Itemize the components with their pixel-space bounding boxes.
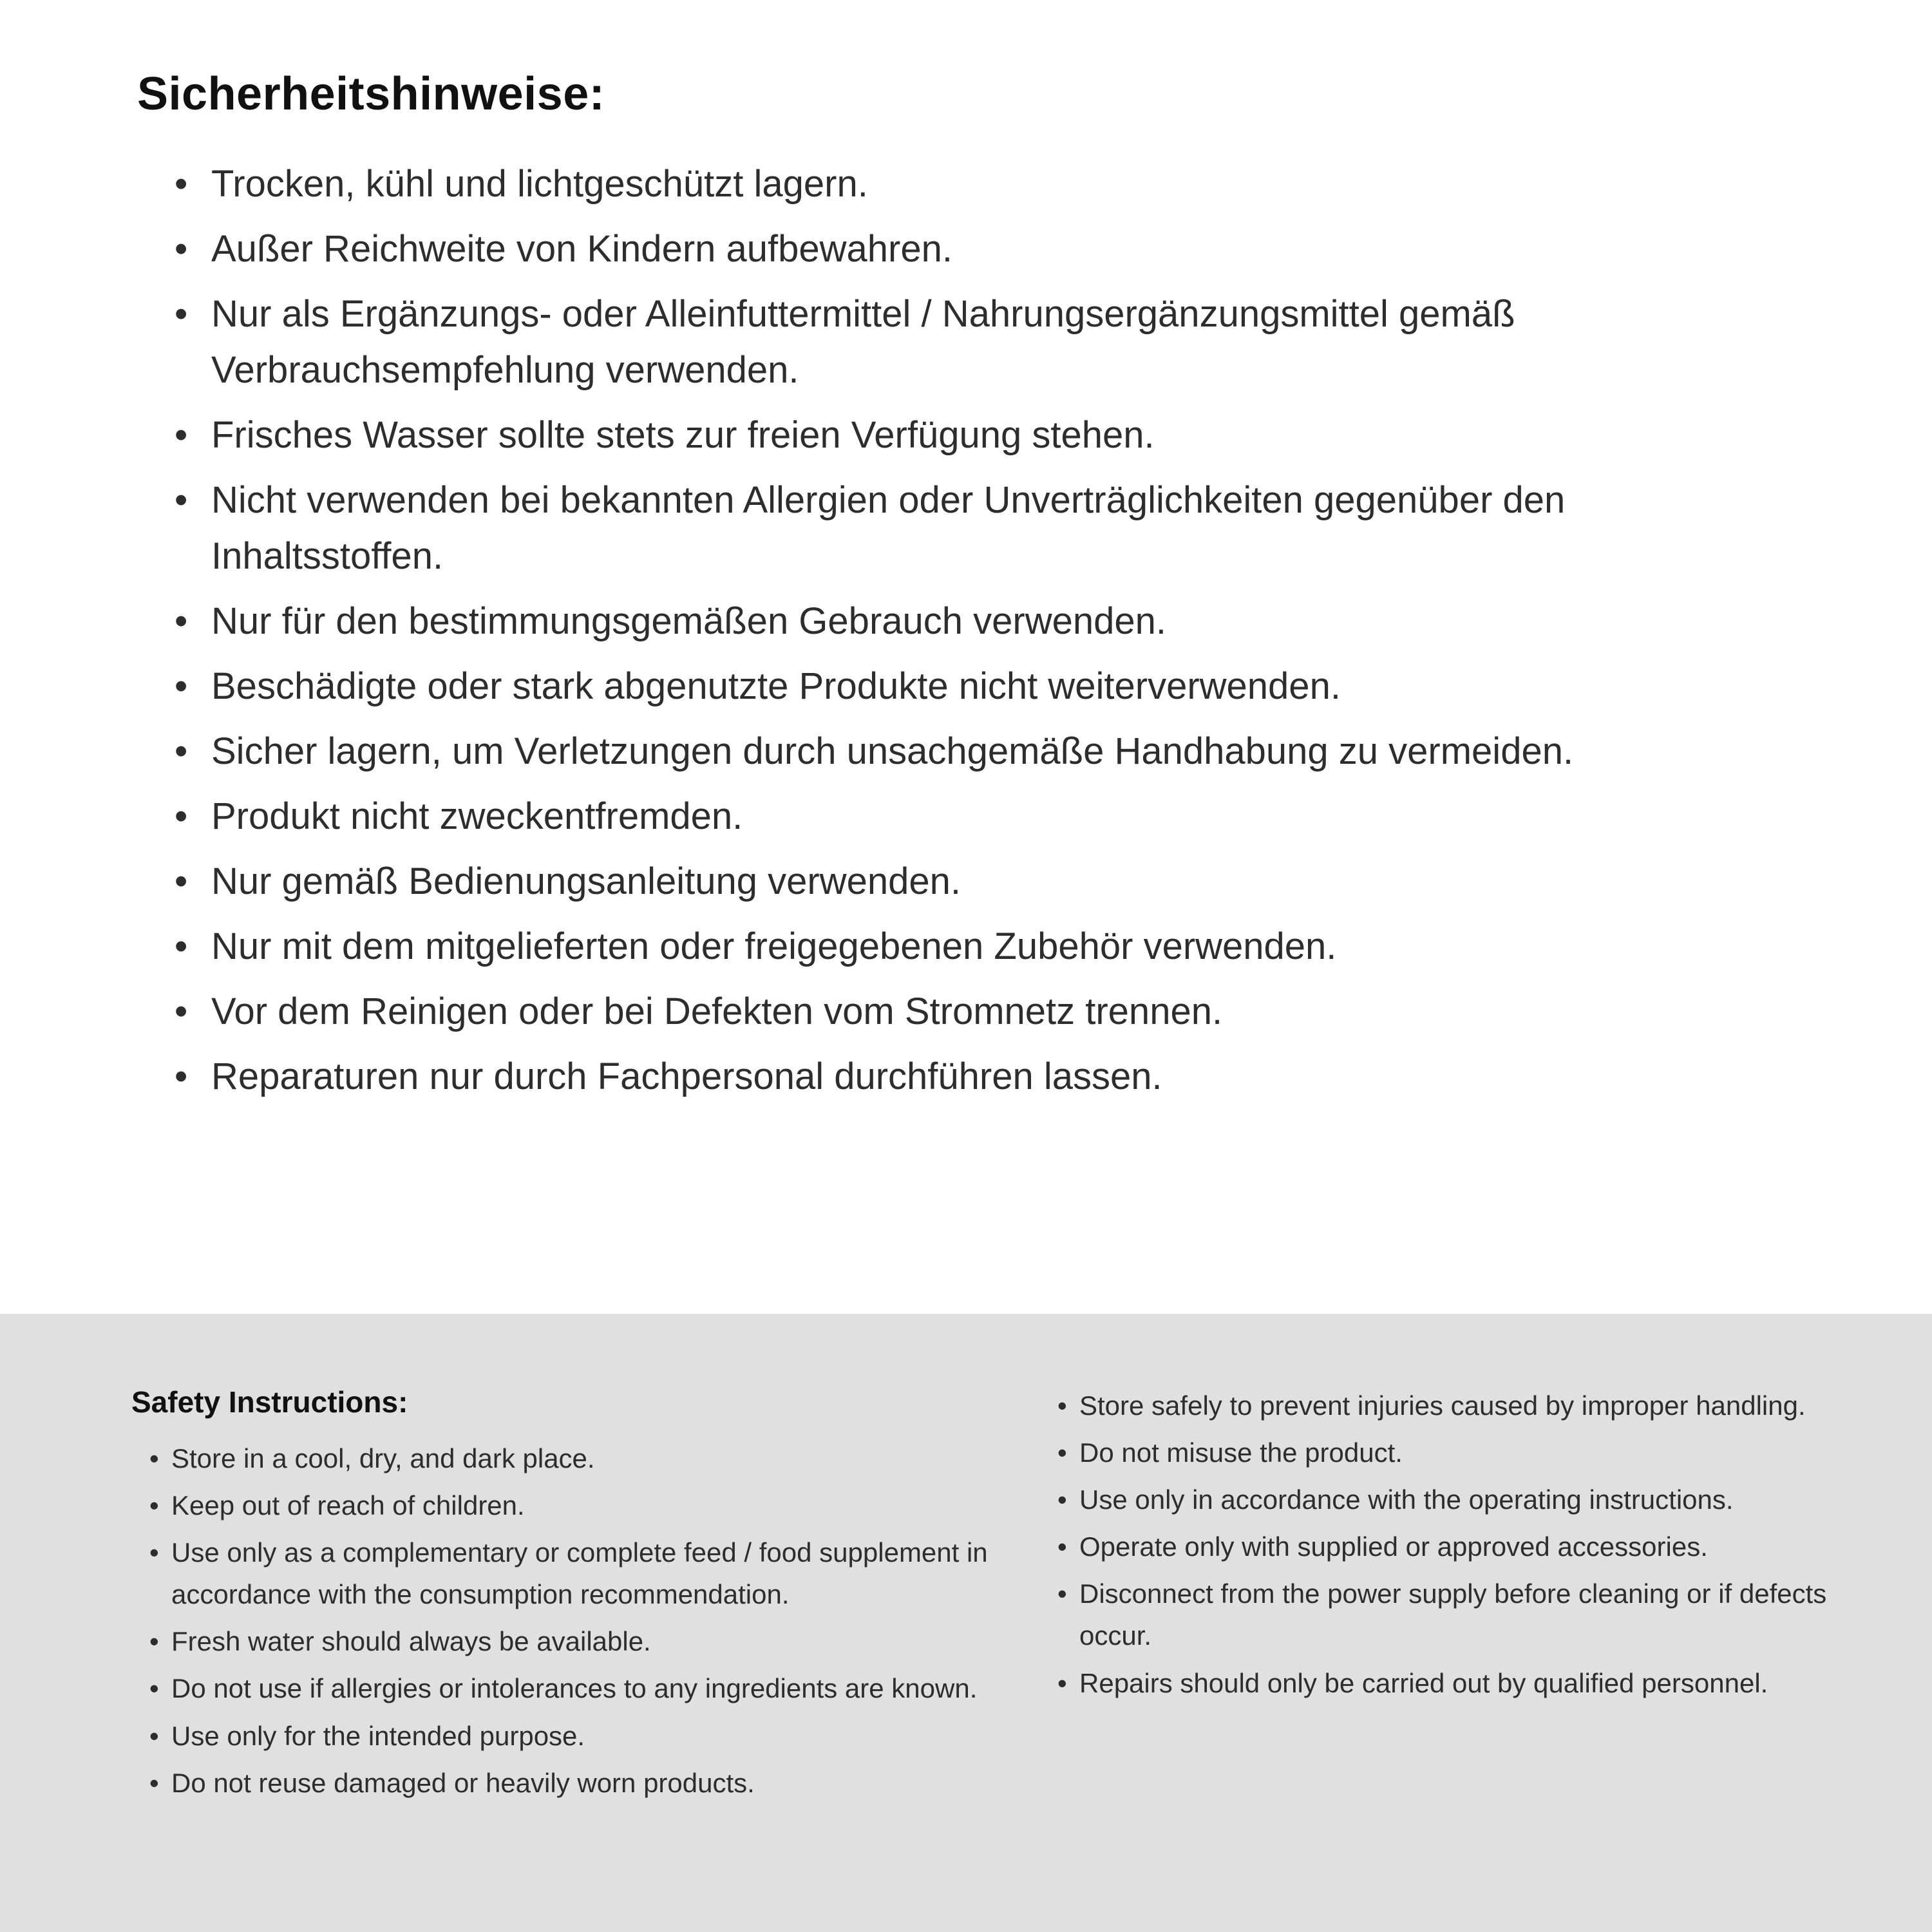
english-safety-section: [0, 1314, 1932, 1932]
german-section-heading: Sicherheitshinweise:: [137, 68, 605, 120]
list-item: • Außer Reichweite von Kindern aufbewahren.: [137, 221, 1790, 277]
list-item: • Repairs should only be carried out by qualified personnel.: [1039, 1662, 1835, 1704]
list-item: • Store safely to prevent injuries caused by improper handling.: [1039, 1385, 1835, 1426]
english-safety-list-right: [1039, 1385, 1835, 1704]
list-item: • Disconnect from the power supply before cleaning or if defects occur.: [1039, 1573, 1835, 1656]
list-item: • Nur für den bestimmungsgemäßen Gebrauch verwenden.: [137, 593, 1790, 649]
german-safety-list: [137, 156, 1790, 1104]
list-item: • Nur gemäß Bedienungsanleitung verwenden.: [137, 853, 1790, 909]
list-item: • Do not misuse the product.: [1039, 1432, 1835, 1473]
list-item: • Nur als Ergänzungs- oder Alleinfuttermittel / Nahrungsergänzungsmittel gemäß Verbrauchsempfehlung verwenden.: [137, 286, 1790, 398]
english-right-column: [1039, 1385, 1835, 1809]
list-item: • Use only as a complementary or complete feed / food supplement in accordance with the consumption recommendation.: [131, 1531, 1039, 1615]
list-item: • Keep out of reach of children.: [131, 1484, 1039, 1526]
list-item: • Beschädigte oder stark abgenutzte Produkte nicht weiterverwenden.: [137, 658, 1790, 714]
list-item: • Produkt nicht zweckentfremden.: [137, 788, 1790, 844]
list-item: • Use only in accordance with the operating instructions.: [1039, 1479, 1835, 1520]
list-item: • Trocken, kühl und lichtgeschützt lagern.: [137, 156, 1790, 212]
list-item: • Operate only with supplied or approved accessories.: [1039, 1526, 1835, 1567]
english-section-heading: Safety Instructions:: [131, 1385, 408, 1419]
list-item: • Fresh water should always be available.: [131, 1620, 1039, 1662]
list-item: • Use only for the intended purpose.: [131, 1715, 1039, 1757]
list-item: • Do not reuse damaged or heavily worn products.: [131, 1762, 1039, 1804]
english-safety-list-left: [131, 1437, 1039, 1804]
list-item: • Do not use if allergies or intolerances to any ingredients are known.: [131, 1667, 1039, 1709]
list-item: • Nicht verwenden bei bekannten Allergien oder Unverträglichkeiten gegenüber den Inhaltsstoffen.: [137, 472, 1790, 584]
list-item: • Nur mit dem mitgelieferten oder freigegebenen Zubehör verwenden.: [137, 918, 1790, 974]
list-item: • Vor dem Reinigen oder bei Defekten vom Stromnetz trennen.: [137, 983, 1790, 1039]
english-columns: [131, 1385, 1835, 1809]
list-item: • Store in a cool, dry, and dark place.: [131, 1437, 1039, 1479]
english-left-column: [131, 1385, 1039, 1809]
list-item: • Reparaturen nur durch Fachpersonal durchführen lassen.: [137, 1048, 1790, 1104]
list-item: • Frisches Wasser sollte stets zur freien Verfügung stehen.: [137, 407, 1790, 463]
list-item: • Sicher lagern, um Verletzungen durch unsachgemäße Handhabung zu vermeiden.: [137, 723, 1790, 779]
